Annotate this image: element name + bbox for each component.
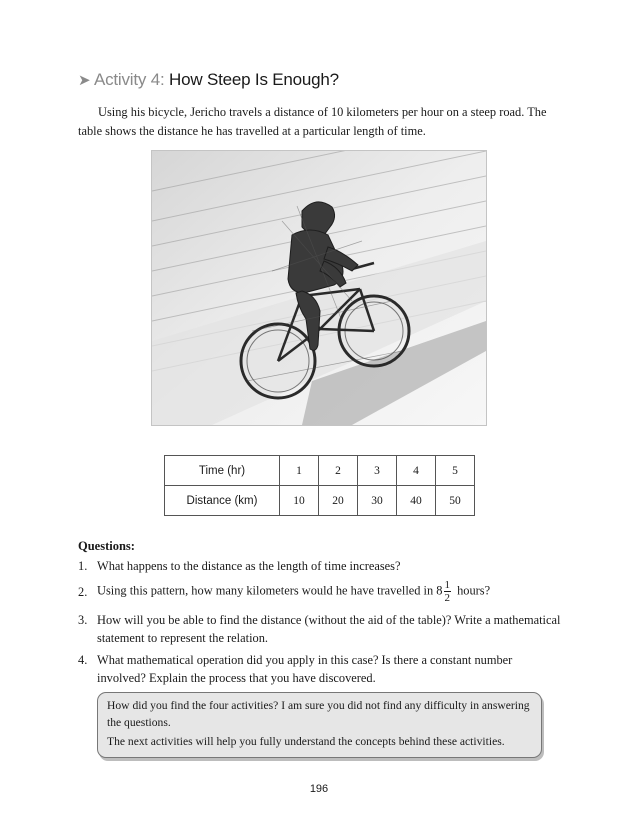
fraction-denominator: 2 [444,592,450,604]
question-text [97,579,563,604]
activity-title: How Steep Is Enough? [169,70,339,89]
time-distance-table [164,455,475,516]
activity-heading [78,70,339,90]
question-text: What happens to the distance as the length of time increases? [97,559,401,573]
questions-heading: Questions: [78,539,135,553]
intro-paragraph: Using his bicycle, Jericho travels a distance of 10 kilometers per hour on a steep road. The table shows the distance he has travelled at a particular length of time. [78,105,547,138]
table-cell: 1 [280,456,319,486]
table-cell: 30 [358,486,397,516]
question-item [78,651,563,687]
table-cell: 4 [397,456,436,486]
question-item [78,557,563,575]
row-header-distance: Distance (km) [165,486,280,516]
row-header-time: Time (hr) [165,456,280,486]
callout-line: How did you find the four activities? I am sure you did not find any difficulty in answering the questions. [107,699,530,729]
table-cell: 20 [319,486,358,516]
question-item [78,611,563,647]
reflection-callout [97,692,542,758]
question-number: 1. [78,559,88,573]
table-row [165,456,475,486]
question-number: 3. [78,613,88,627]
question-number: 2. [78,584,88,599]
table-row [165,486,475,516]
cyclist-illustration [151,150,487,426]
table-cell: 2 [319,456,358,486]
fraction-numerator: 1 [444,579,450,591]
arrow-icon: ➤ [78,72,91,89]
question-number: 4. [78,653,88,667]
table-cell: 10 [280,486,319,516]
question-item [78,579,563,604]
question-text-after: hours? [454,583,491,598]
page-number: 196 [309,783,329,795]
activity-label: Activity 4: [93,70,165,89]
table-cell: 5 [436,456,475,486]
fraction [444,579,452,604]
question-text: What mathematical operation did you apply in this case? Is there a constant number involved? Explain the process that you have discovered. [97,653,513,685]
question-text: How will you be able to find the distance (without the aid of the table)? Write a mathematical statement to represent the relation. [97,613,561,645]
question-text-before: Using this pattern, how many kilometers would he have travelled in 8 [97,583,443,598]
cyclist-sketch [152,151,486,425]
callout-line: The next activities will help you fully understand the concepts behind these activities. [107,735,505,748]
table-cell: 3 [358,456,397,486]
table-cell: 40 [397,486,436,516]
table-cell: 50 [436,486,475,516]
